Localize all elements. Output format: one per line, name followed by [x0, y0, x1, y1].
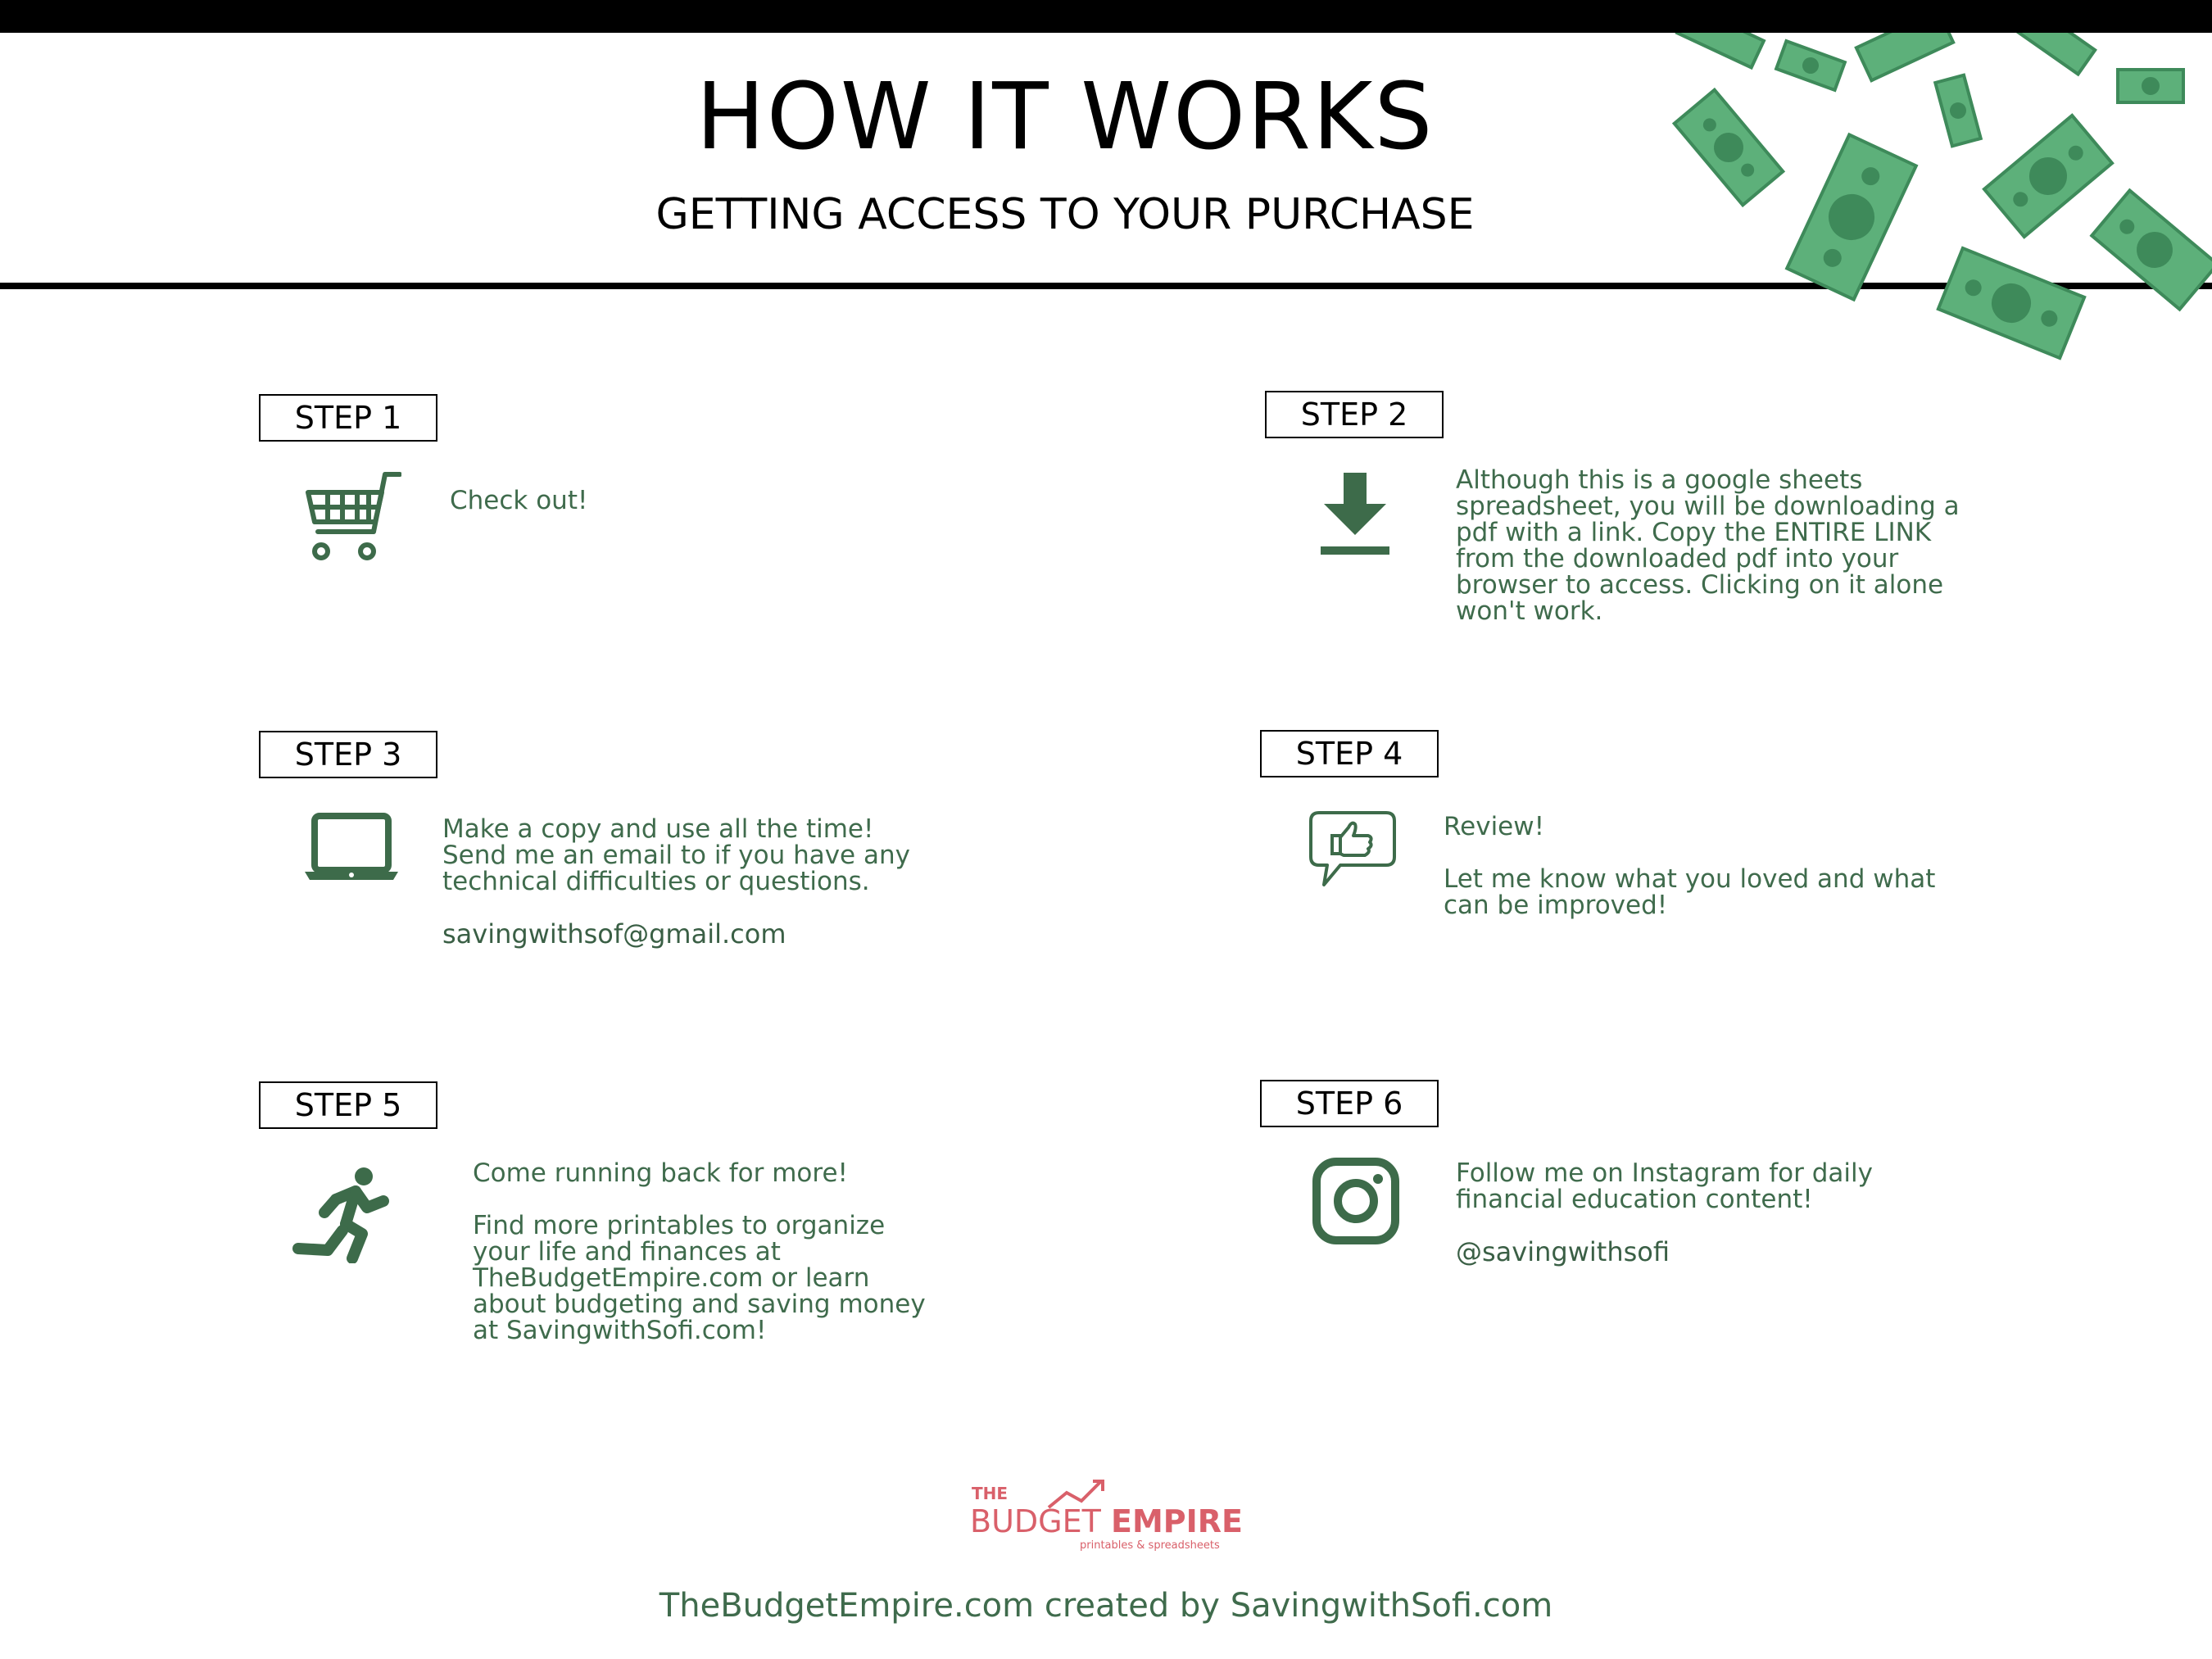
text-line: Check out!: [450, 486, 588, 515]
text-line: TheBudgetEmpire.com or learn: [473, 1263, 870, 1293]
logo-empire: EMPIRE: [1111, 1503, 1243, 1539]
step-4-text: [1444, 814, 1935, 918]
text-line: Make a copy and use all the time!: [442, 814, 874, 844]
text-line: won't work.: [1456, 596, 1603, 626]
step-4-label: STEP 4: [1260, 730, 1439, 777]
footer-credit: TheBudgetEmpire.com created by SavingwithSofi.com: [659, 1587, 1553, 1625]
page-subtitle: GETTING ACCESS TO YOUR PURCHASE: [655, 190, 1475, 239]
step-6-label: STEP 6: [1260, 1080, 1439, 1127]
laptop-icon: [303, 813, 400, 883]
download-icon: [1317, 471, 1393, 557]
text-line: from the downloaded pdf into your: [1456, 544, 1899, 573]
text-line: Send me an email to if you have any: [442, 841, 910, 870]
instagram-handle[interactable]: @savingwithsofi: [1456, 1236, 1670, 1267]
text-line: technical difficulties or questions.: [442, 867, 870, 896]
step-3-text: [442, 814, 910, 950]
running-person-icon: [292, 1167, 392, 1263]
step-2-text: [1456, 467, 1960, 624]
step-5-text: [473, 1160, 926, 1344]
review-heading: Review!: [1444, 812, 1545, 841]
shopping-cart-icon: [303, 471, 401, 565]
text-line: pdf with a link. Copy the ENTIRE LINK: [1456, 518, 1932, 547]
step-6-text: [1456, 1160, 1873, 1265]
text-line: Although this is a google sheets: [1456, 465, 1863, 495]
step-3-label: STEP 3: [259, 731, 437, 778]
step-1-label: STEP 1: [259, 394, 437, 442]
thumbs-up-review-icon: [1308, 811, 1398, 888]
text-line: your life and finances at: [473, 1237, 781, 1267]
step-1-text: [450, 487, 587, 514]
step-5-label: STEP 5: [259, 1081, 437, 1129]
text-line: spreadsheet, you will be downloading a: [1456, 492, 1960, 521]
instagram-icon[interactable]: [1312, 1158, 1399, 1244]
budget-empire-logo: [967, 1476, 1245, 1552]
text-line: Find more printables to organize: [473, 1211, 886, 1240]
text-line: can be improved!: [1444, 891, 1668, 920]
page-title: HOW IT WORKS: [696, 64, 1435, 170]
logo-tagline: printables & spreadsheets: [1080, 1539, 1220, 1552]
logo-budget: BUDGET: [970, 1503, 1101, 1539]
text-line: browser to access. Clicking on it alone: [1456, 570, 1944, 600]
text-line: at SavingwithSofi.com!: [473, 1316, 767, 1345]
text-line: Follow me on Instagram for daily: [1456, 1158, 1873, 1188]
logo-the: THE: [972, 1484, 1009, 1503]
falling-money-icon: [1655, 33, 2212, 377]
step-5-heading: Come running back for more!: [473, 1158, 848, 1188]
text-line: Let me know what you loved and what: [1444, 864, 1936, 894]
text-line: about budgeting and saving money: [473, 1290, 926, 1319]
text-line: financial education content!: [1456, 1185, 1813, 1214]
email-link[interactable]: savingwithsof@gmail.com: [442, 918, 786, 950]
top-border: [0, 0, 2212, 33]
step-2-label: STEP 2: [1265, 391, 1444, 438]
